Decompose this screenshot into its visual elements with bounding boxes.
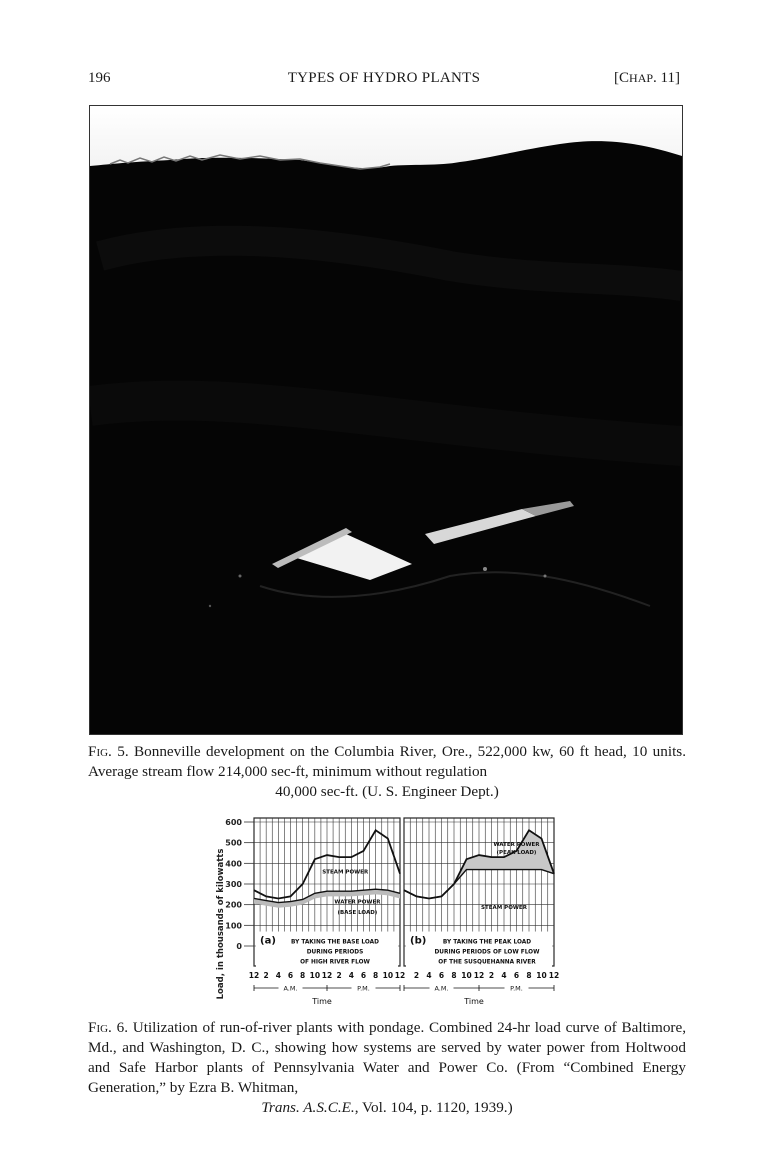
x-tick-label: 12 <box>473 971 485 980</box>
figure-6-text-end: Trans. A.S.C.E., Vol. 104, p. 1120, 1939.) <box>261 1099 513 1116</box>
figure-6-caption <box>88 1018 686 1118</box>
figure-6-label: Fig. 6. <box>88 1019 128 1036</box>
panel-b-caption-line: BY TAKING THE PEAK LOAD <box>442 939 532 946</box>
x-tick-label: 6 <box>513 971 520 980</box>
x-tick-label: 4 <box>501 971 507 980</box>
panel-a-caption-line: DURING PERIODS <box>306 949 364 956</box>
y-tick-label: 600 <box>225 818 242 827</box>
panel-a-label: (a) <box>260 935 276 947</box>
panel-b-caption-line: OF THE SUSQUEHANNA RIVER <box>438 959 536 966</box>
x-tick-label: 4 <box>426 971 432 980</box>
x-tick-label: 8 <box>526 971 532 980</box>
running-title: TYPES OF HYDRO PLANTS <box>287 70 481 86</box>
y-tick-label: 500 <box>225 838 242 848</box>
x-tick-label: 8 <box>451 971 457 980</box>
x-axis-label: Time <box>312 997 332 1006</box>
chapter-reference: [CHAP. 11] <box>614 70 680 86</box>
figure-5-caption <box>88 742 686 802</box>
x-tick-label: 2 <box>263 971 269 980</box>
x-tick-label: 2 <box>488 971 495 980</box>
x-tick-label: 8 <box>300 971 306 980</box>
panel-a-caption-line: BY TAKING THE BASE LOAD <box>291 939 379 946</box>
x-tick-label: 10 <box>461 971 472 980</box>
x-tick-label: 6 <box>360 971 367 980</box>
page-number: 196 <box>88 70 111 86</box>
x-tick-label: 10 <box>309 971 321 980</box>
water-power-area-label: WATER POWER <box>334 899 381 906</box>
x-tick-label: 12 <box>394 971 406 980</box>
x-tick-label: 10 <box>536 971 547 980</box>
panel-b-caption-line: DURING PERIODS OF LOW FLOW <box>434 949 540 956</box>
panel-b-label: (b) <box>410 935 427 947</box>
x-tick-label: 8 <box>373 971 379 980</box>
y-tick-label: 300 <box>225 880 242 889</box>
running-header <box>88 70 680 92</box>
base-load-area-label: (BASE LOAD) <box>337 909 378 916</box>
x-tick-label: 6 <box>287 971 294 980</box>
panel-a-caption-line: OF HIGH RIVER FLOW <box>300 959 370 966</box>
y-tick-label: 100 <box>225 921 242 931</box>
x-tick-label: 2 <box>413 971 420 980</box>
x-tick-label: 6 <box>438 971 445 980</box>
x-tick-label: 2 <box>336 971 342 980</box>
bonneville-dam-photograph <box>89 105 683 735</box>
x-tick-label: 12 <box>248 971 260 980</box>
pm-label: P.M. <box>510 984 523 993</box>
y-tick-label: 0 <box>236 942 242 951</box>
pm-label: P.M. <box>357 984 370 993</box>
load-curve-chart <box>212 812 572 1012</box>
y-tick-label: 400 <box>225 859 242 869</box>
water-power-area-label: WATER POWER <box>493 841 540 848</box>
am-label: A.M. <box>283 984 298 993</box>
x-axis-label: Time <box>464 997 484 1006</box>
steam-power-area-label: STEAM POWER <box>322 869 369 876</box>
figure-6-text: Utilization of run-of-river plants with pondage. Combined 24-hr load curve of Baltimore, Md., and Washington, D. C., showing how systems are served by water power from Holtwood and Safe Harbor plants of Pennsylvania Water and Power Co. (From “Combined Energy Generation,” by Ezra B. Whitman, <box>88 1019 687 1096</box>
x-tick-label: 12 <box>321 971 333 980</box>
journal-title: Trans. A.S.C.E. <box>261 1099 355 1116</box>
x-tick-label: 4 <box>348 971 354 980</box>
peak-load-area-label: (PEAK LOAD) <box>496 850 537 857</box>
y-tick-label: 200 <box>225 900 242 910</box>
figure-5-label: Fig. 5. <box>88 743 129 760</box>
am-label: A.M. <box>434 984 449 993</box>
y-axis-label: Load, in thousands of kilowatts <box>216 848 226 1000</box>
figure-5-text-end: 40,000 sec-ft. (U. S. Engineer Dept.) <box>275 783 499 800</box>
steam-power-area-label: STEAM POWER <box>481 904 527 911</box>
x-tick-label: 4 <box>275 971 281 980</box>
x-tick-label: 10 <box>382 971 394 980</box>
figure-5-text: Bonneville development on the Columbia River, Ore., 522,000 kw, 60 ft head, 10 units. Average stream flow 214,000 sec-ft, minimum without regulation <box>88 743 687 780</box>
x-tick-label: 12 <box>548 971 560 980</box>
